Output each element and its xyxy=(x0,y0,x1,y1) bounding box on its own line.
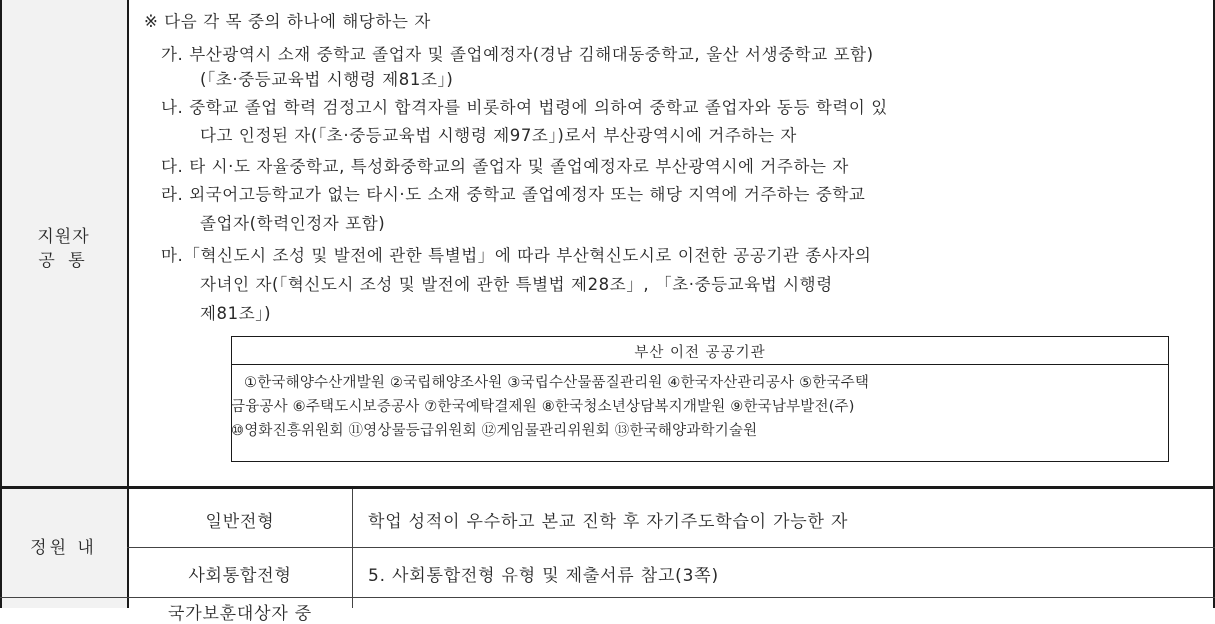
item-ga-line1: 가. 부산광역시 소재 중학교 졸업자 및 졸업예정자(경남 김해대동중학교, 울산 서생중학교 포함) xyxy=(161,45,874,64)
desc-general: 학업 성적이 우수하고 본교 진학 후 자기주도학습이 가능한 자 xyxy=(368,512,849,532)
desc-social: 5. 사회통합전형 유형 및 제출서류 참고(3쪽) xyxy=(368,566,719,586)
item-ga-line2: (「초·중등교육법 시행령 제81조」) xyxy=(200,70,454,89)
label-applicant-line1: 지원자 xyxy=(37,227,90,247)
agency-list-line1: ①한국해양수산개발원 ②국립해양조사원 ③국립수산물품질관리원 ④한국자산관리공사 ⑤한국주택 xyxy=(244,375,870,391)
row-divider-2 xyxy=(0,597,1215,598)
item-na-line2: 다고 인정된 자(「초·중등교육법 시행령 제97조」)로서 부산광역시에 거주하는 자 xyxy=(200,126,797,145)
agency-list-line2: 금융공사 ⑥주택도시보증공사 ⑦한국예탁결제원 ⑧한국청소년상담복지개발원 ⑨한국남부발전(주) xyxy=(231,399,855,415)
item-ma-line2: 자녀인 자(「혁신도시 조성 및 발전에 관한 특별법 제28조」, 「초·중등교육법 시행령 xyxy=(200,275,833,294)
agency-list-line3: ⑩영화진흥위원회 ⑪영상물등급위원회 ⑫게임물관리위원회 ⑬한국해양과학기술원 xyxy=(231,423,758,439)
type-social: 사회통합전형 xyxy=(188,566,292,586)
item-na-line1: 나. 중학교 졸업 학력 검정고시 합격자를 비롯하여 법령에 의하여 중학교 졸업자와 동등 학력이 있 xyxy=(161,98,888,117)
type-veterans-partial: 국가보훈대상자 중 xyxy=(168,604,312,624)
label-quota-inside: 정원 내 xyxy=(30,538,97,558)
section-divider xyxy=(0,486,1215,489)
intro-text: ※ 다음 각 목 중의 하나에 해당하는 자 xyxy=(144,12,431,31)
row-divider-1 xyxy=(127,547,1215,548)
label-applicant-line2: 공 통 xyxy=(38,251,89,271)
table-left-border xyxy=(0,0,2,608)
agency-box-header-divider xyxy=(231,364,1169,365)
item-ra-line2: 졸업자(학력인정자 포함) xyxy=(200,214,386,233)
item-ma-line1: 마.「혁신도시 조성 및 발전에 관한 특별법」에 따라 부산혁신도시로 이전한 공공기관 종사자의 xyxy=(161,246,872,265)
type-general: 일반전형 xyxy=(205,512,275,532)
type-column-divider xyxy=(352,489,353,608)
item-da-line1: 다. 타 시·도 자율중학교, 특성화중학교의 졸업자 및 졸업예정자로 부산광역시에 거주하는 자 xyxy=(161,157,849,176)
agency-box-title: 부산 이전 공공기관 xyxy=(634,345,766,361)
item-ra-line1: 라. 외국어고등학교가 없는 타시·도 소재 중학교 졸업예정자 또는 해당 지역에 거주하는 중학교 xyxy=(161,185,866,204)
item-ma-line3: 제81조」) xyxy=(200,304,272,323)
